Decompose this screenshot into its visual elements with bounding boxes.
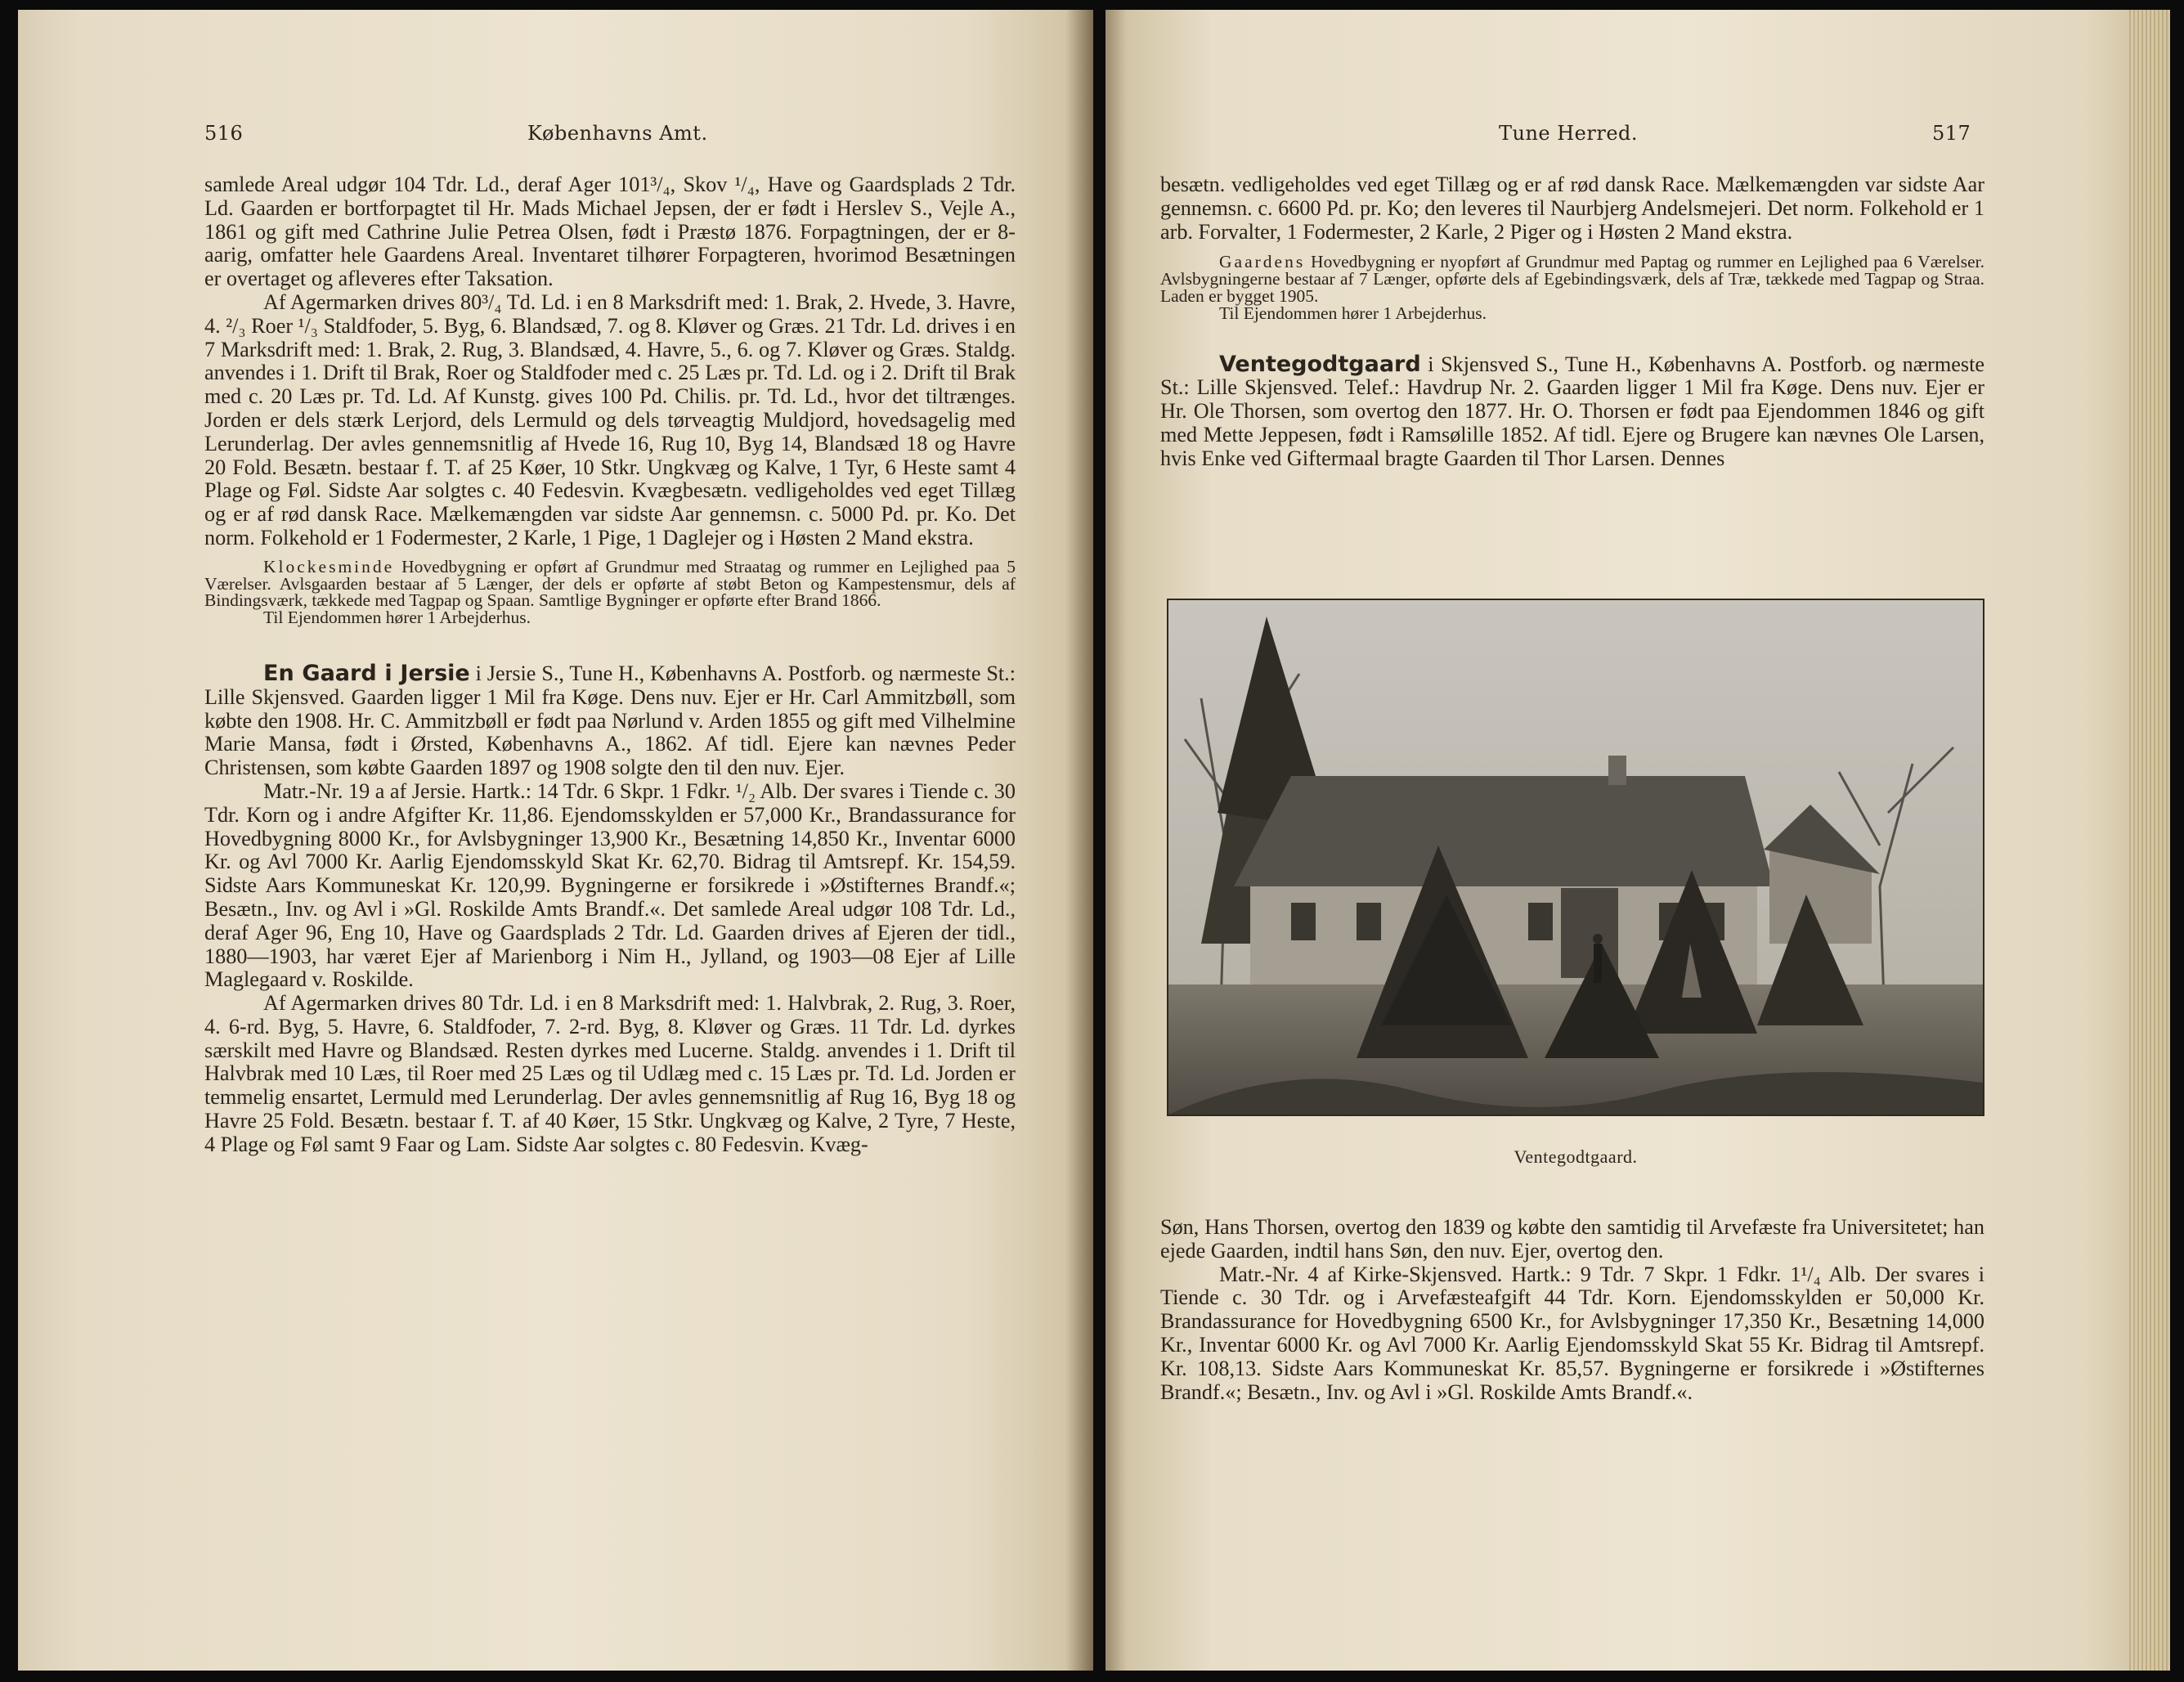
right-page-number: 517: [1932, 122, 1971, 145]
left-paragraph-3: Matr.-Nr. 19 a af Jersie. Hartk.: 14 Tdr. 6 Skpr. 1 Fdkr. ¹/₂ Alb. Der svares i Tiende c. 30 Tdr. Korn og i andre Afgifter Kr. 11,86. Ejendomsskylden er 57,000 Kr., Brandassurance for Hovedbygning 8000 Kr., for Avlsbygninger 13,900 Kr., Besætning 14,850 Kr., Inventar 6000 Kr. og Avl 7000 Kr. Aarlig Ejendomsskyld Skat Kr. 62,70. Bidrag til Amtsrepf. Kr. 154,59. Sidste Aars Kommuneskat Kr. 120,99. Bygningerne er forsikrede i »Østifternes Brandf.«; Besætn., Inv. og Avl i »Gl. Roskilde Amts Brandf.«. Det samlede Areal udgør 108 Tdr. Ld., deraf Ager 96, Eng 10, Have og Gaardsplads 2 Tdr. Ld. Gaarden drives af Ejeren der tidl., 1880—1903, har været Ejer af Marienborg i Nim H., Jylland, og 1903—08 Ejer af Lille Maglegaard v. Roskilde.: [204, 778, 1016, 992]
right-page-gutter-shadow: [1105, 10, 1127, 1671]
right-small-note-text: Hovedbygning er nyopført af Grundmur med Paptag og rummer en Lejlighed paa 6 Værelser. Avlsbygningerne bestaar af 7 Længer, opførte dels af Egebindingsværk, dels af Træ, tækkede med Tagpap og Straa. Laden er bygget 1905.: [1160, 252, 1984, 306]
right-paragraph-2: Søn, Hans Thorsen, overtog den 1839 og købte den samtidig til Arvefæste fra Universitetet; han ejede Gaarden, indtil hans Søn, den nuv. Ejer, overtog den.: [1160, 1215, 1984, 1263]
right-column-top: [1160, 173, 1984, 471]
left-page-header: Københavns Amt.: [527, 122, 708, 145]
right-page-header: Tune Herred.: [1499, 122, 1639, 145]
left-small-note: [204, 558, 1016, 609]
left-paragraph-4: Af Agermarken drives 80 Tdr. Ld. i en 8 Marksdrift med: 1. Halvbrak, 2. Rug, 3. Roer, 4. 6-rd. Byg, 5. Havre, 6. Staldfoder, 7. 2-rd. Byg, 8. Kløver og Græs. 11 Tdr. Ld. dyrkes særskilt med Havre og Blandsæd. Resten dyrkes med Lucerne. Staldg. anvendes i 1. Drift til Halvbrak med 10 Læs, til Roer med 25 Læs og til Udlæg med c. 15 Læs pr. Td. Ld. Jorden er temmelig ensartet, Lermuld med Lerunderlag. Der avles gennemsnitlig af Rug 16, Byg 18 og Havre 25 Fold. Besætn. bestaar f. T. af 40 Køer, 15 Stkr. Ungkvæg og Kalve, 2 Tyre, 7 Heste, 4 Plage og Føl samt 9 Faar og Lam. Sidste Aar solgtes c. 80 Fedesvin. Kvæg-: [204, 991, 1016, 1156]
left-entry-text: i Jersie S., Tune H., Københavns A. Postforb. og nærmeste St.: Lille Skjensved. Gaarden ligger 1 Mil fra Køge. Dens nuv. Ejer er Hr. Carl Ammitzbøll, som købte den 1908. Hr. C. Ammitzbøll er født paa Nørlund v. Arden 1855 og gift med Vilhelmine Marie Mansa, født i Ørsted, Københavns A., 1862. Af tidl. Ejere kan nævnes Peder Christensen, som købte Gaarden 1897 og 1908 solgte den til den nuv. Ejer.: [204, 661, 1016, 780]
left-entry: [204, 662, 1016, 780]
right-page-edge: [2129, 10, 2170, 1671]
farmhouse-photo-drawing: [1168, 600, 1983, 1115]
right-paragraph-1: besætn. vedligeholdes ved eget Tillæg og er af rød dansk Race. Mælkemængden var sidste Aar gennemsn. c. 6600 Pd. pr. Ko; den leveres til Naurbjerg Andelsmejeri. Det norm. Folkehold er 1 arb. Forvalter, 1 Fodermester, 2 Karle, 2 Piger og i Høsten 2 Mand ekstra.: [1160, 173, 1984, 244]
left-column: [204, 173, 1016, 1157]
left-page-number: 516: [204, 122, 244, 145]
right-small-note-2: Til Ejendommen hører 1 Arbejderhus.: [1219, 303, 1487, 323]
left-small-note-2: Til Ejendommen hører 1 Arbejderhus.: [263, 608, 531, 628]
left-page-gutter-shadow: [1065, 10, 1093, 1671]
left-small-note-name: Klockesminde: [263, 556, 395, 576]
farmhouse-photo-icon: [1167, 599, 1984, 1116]
right-entry: [1160, 353, 1984, 471]
right-paragraph-3: Matr.-Nr. 4 af Kirke-Skjensved. Hartk.: 9 Tdr. 7 Skpr. 1 Fdkr. 1¹/₄ Alb. Der svares i Tiende c. 30 Tdr. og i Arvefæsteafgift 44 Tdr. Korn. Ejendomsskylden er 50,000 Kr. Brandassurance for Hovedbygning 6500 Kr., for Avlsbygninger 17,350 Kr., Besætning 14,000 Kr., Inventar 6000 Kr. og Avl 7000 Kr. Aarlig Ejendomsskyld Skat 55 Kr. Bidrag til Amtsrepf. Kr. 108,13. Sidste Aars Kommuneskat Kr. 85,57. Bygningerne er forsikrede i »Østifternes Brandf.«; Besætn., Inv. og Avl i »Gl. Roskilde Amts Brandf.«.: [1160, 1262, 1984, 1404]
left-small-note-text: Hovedbygning er opført af Grundmur med Straatag og rummer en Lejlighed paa 5 Værelser. Avlsgaarden bestaar af 5 Længer, der dels er opførte af støbt Beton og Kampestensmur, dels af Bindingsværk, tækkede med Tagpap og Spaan. Samtlige Bygninger er opførte efter Brand 1866.: [204, 556, 1016, 611]
photo-caption: Ventegodtgaard.: [1514, 1146, 1638, 1167]
right-column-bottom: [1160, 1216, 1984, 1404]
right-small-note: [1160, 253, 1984, 304]
right-entry-title: Ventegodtgaard: [1219, 351, 1421, 377]
left-paragraph-1: samlede Areal udgør 104 Tdr. Ld., deraf Ager 101³/₄, Skov ¹/₄, Have og Gaardsplads 2 Tdr. Ld. Gaarden er bortforpagtet til Hr. Mads Michael Jepsen, der er født i Herslev S., Vejle A., 1861 og gift med Cathrine Julie Petrea Olsen, født i Præstø 1876. Forpagtningen, der er 8-aarig, omfatter hele Gaardens Areal. Inventaret tilhører Forpagteren, hvorimod Besætningen er overtaget og afleveres efter Taksation.: [204, 173, 1016, 291]
left-paragraph-2: Af Agermarken drives 80³/₄ Td. Ld. i en 8 Marksdrift med: 1. Brak, 2. Hvede, 3. Havre, 4. ²/₃ Roer ¹/₃ Staldfoder, 5. Byg, 6. Blandsæd, 7. og 8. Kløver og Græs. 21 Tdr. Ld. drives i en 7 Marksdrift med: 1. Brak, 2. Rug, 3. Blandsæd, 4. Havre, 5., 6. og 7. Kløver og Græs. Staldg. anvendes i 1. Drift til Brak, Roer og Staldfoder med c. 25 Læs pr. Td. Ld. og i 2. Drift til Brak med c. 20 Læs pr. Td. Ld. Af Kunstg. gives 100 Pd. Chilis. pr. Td. Ld., hvor det tiltrænges. Jorden er dels stærk Lerjord, dels Lermuld og dels tørveagtig Muldjord, hovedsagelig med Lerunderlag. Der avles gennemsnitlig af Hvede 16, Rug 10, Byg 14, Blandsæd 18 og Havre 20 Fold. Besætn. bestaar f. T. af 25 Køer, 10 Stkr. Ungkvæg og Kalve, 1 Tyr, 6 Heste samt 4 Plage og Føl. Sidste Aar solgtes c. 40 Fedesvin. Kvægbesætn. vedligeholdes ved eget Tillæg og er af rød dansk Race. Mælkemængden var sidste Aar gennemsn. c. 5000 Pd. pr. Ko. Det norm. Folkehold er 1 Fodermester, 2 Karle, 1 Pige, 1 Daglejer og i Høsten 2 Mand ekstra.: [204, 289, 1016, 549]
right-small-note-name: Gaardens: [1219, 252, 1306, 272]
left-entry-title: En Gaard i Jersie: [263, 660, 470, 686]
right-entry-text: i Skjensved S., Tune H., Københavns A. Postforb. og nærmeste St.: Lille Skjensved. Telef.: Havdrup Nr. 2. Gaarden ligger 1 Mil fra Køge. Dens nuv. Ejer er Hr. Ole Thorsen, som overtog den 1877. Hr. O. Thorsen er født paa Ejendommen 1846 og gift med Mette Jeppesen, født i Ramsølille 1852. Af tidl. Ejere og Brugere kan nævnes Ole Larsen, hvis Enke ved Giftermaal bragte Gaarden til Thor Larsen. Dennes: [1160, 352, 1984, 470]
